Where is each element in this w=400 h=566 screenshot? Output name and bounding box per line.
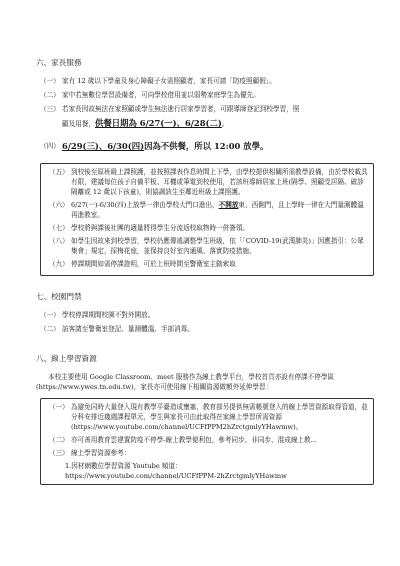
list-item	[36, 104, 374, 114]
list-item	[45, 259, 368, 269]
resource-link[interactable]: https://www.youtube.com/channel/UCFfPPM-2hZrctgmlyYHawmw	[65, 472, 287, 480]
section-title-online-resources: 八、線上學習資源	[36, 354, 97, 363]
item-text: 訪客請至警衛室登記、量測體溫、手部消毒。	[62, 325, 194, 333]
list-item	[36, 324, 374, 334]
dismissal-reason: 因為不供餐，所以 12:00 放學	[144, 141, 261, 151]
dismissal-dates: 6/29(三)、6/30(四)	[62, 141, 145, 151]
list-item	[36, 90, 374, 100]
item-number: （一）	[40, 77, 60, 85]
item-text: 學校停課期間校園不對外開放。	[62, 311, 155, 319]
dismissal-end: 。	[260, 141, 269, 151]
dismissal-notice	[62, 141, 374, 151]
list-item	[45, 448, 368, 458]
meal-dates-emphasis	[95, 118, 222, 128]
item-number: （四）	[40, 142, 60, 150]
item-number: （二）	[40, 325, 60, 333]
item-text: 為避免同時大量登入現有教學平臺造成壅塞，教育部另提供無需帳號登入的線上學習資源取得管道，並分科安排近幾週課程單元，學生與家長可由此取得在家線上學習所需資源(https://www.youtube.com/channel/UCFfPPM2hZrctgmlyYHawmw)。	[71, 403, 368, 431]
item-number: （三）	[40, 105, 60, 113]
list-item	[45, 223, 368, 233]
item-text: 家中若無數位學習設備者，可向學校借用並以弱勢家庭學生為優先。	[62, 91, 260, 99]
list-item	[45, 167, 368, 197]
list-item	[45, 435, 368, 445]
item-number: （八）	[49, 237, 69, 245]
item-number: （五）	[49, 168, 69, 176]
gate-text-end: 東、西側門，且上學時一律在大門量測體溫再進教室。	[71, 201, 364, 219]
item-number: （六）	[49, 201, 69, 209]
list-item	[36, 76, 374, 86]
section-title-parent-services: 六、家長服務	[36, 58, 82, 67]
list-item	[45, 402, 368, 432]
item-number: （一）	[40, 311, 60, 319]
list-item	[36, 141, 374, 151]
gate-closed: 不開放	[218, 201, 239, 209]
item-text: 學校將與課後社團的適量將得學生分流返校取物時一併簽領。	[71, 224, 250, 232]
item-text: 若家長因故無法在家照顧或學生無法進行居家學習者，可跟導師登記到校學習，照	[62, 105, 300, 113]
item-text: 線上學習資源參考：	[71, 449, 131, 457]
meal-dates: 供餐日期為 6/27(一)、6/28(二)	[94, 118, 222, 128]
item-text	[71, 200, 368, 220]
notice-box	[40, 163, 374, 276]
item-number: （九）	[49, 260, 69, 268]
list-item	[36, 310, 374, 320]
list-item	[45, 236, 368, 256]
item-text: 到校後至原班級上課照護，並按照課表作息時間上下學，由學校提供相關所需教學設備，由於學校載具有限，建議每位孩子自備平板、耳機或筆電到校使用，若該班導師居家上班(隔學、照顧受居隔、確診隔離或 12 歲以下孩童)，則協調該生至鄰近班級上課照護。	[71, 168, 368, 196]
item-number: （一）	[49, 403, 69, 411]
item-text: 亦可善用教育雲建置防疫不停學-線上教學便利包，參考同步、非同步、混成線上教...	[71, 436, 317, 444]
item-text: 如學生因故來到校學習，學校仍應傳遞調整學生班級，依「「COVID-19(武漢肺炎)」因應指引：公眾集會」規定，採梅花座，並保持良好室內通風、落實防疫措施。	[71, 237, 364, 255]
list-item	[45, 200, 368, 220]
meal-text-end: 。	[221, 120, 229, 128]
gate-text: 6/27(一)-6/30(四)上放學一律由學校大門口進出，	[71, 201, 219, 209]
meal-text: 顧及用餐，	[62, 120, 95, 128]
item-text: 停課期間如需停課證明，可於上班時間至警衛室主動索取	[71, 260, 236, 268]
section-title-campus-access: 七、校園門禁	[36, 292, 82, 301]
item-number: （二）	[49, 436, 69, 444]
item-text: 家有 12 歲以下學童及身心障礙子女需照顧者，家長可請「防疫照顧假」。	[62, 77, 276, 85]
resource-title: 1.因材網數位學習資源 Youtube 頻道：	[65, 462, 182, 470]
item-number: （三）	[49, 449, 69, 457]
resource-entry	[45, 461, 368, 481]
item-number: （七）	[49, 224, 69, 232]
item-continuation	[36, 118, 374, 129]
intro-paragraph: 本校主要使用 Google Classroom、meet 服務作為線上教學平台，學校首頁亦設有停課不停學區(https://www.ywes.tn.edu.tw)，家長亦可使用線下相關資源做額外延伸學習：	[36, 373, 335, 391]
resources-box	[40, 398, 374, 485]
item-number: （二）	[40, 91, 60, 99]
